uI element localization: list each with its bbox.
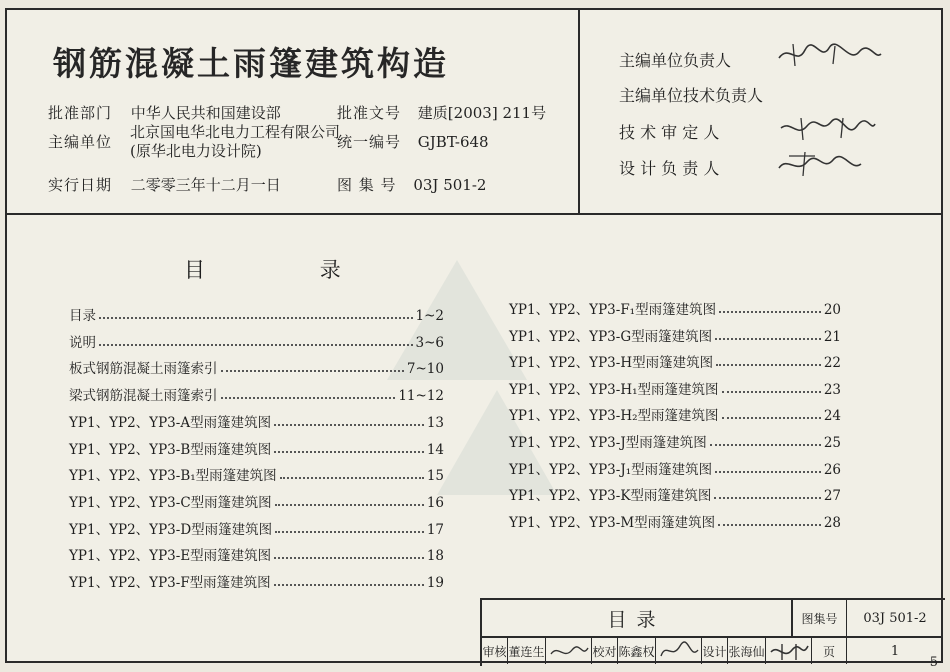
toc-entry-title: YP1、YP2、YP3-J型雨篷建筑图: [509, 435, 707, 451]
toc-entry: [69, 380, 444, 404]
toc-entry: [69, 300, 444, 324]
toc-entry: [69, 487, 444, 511]
review-label: 审核: [482, 638, 508, 664]
toc-entry: [509, 507, 841, 531]
signature-image: [658, 640, 700, 662]
atlas-no-label: 图集号: [793, 600, 847, 638]
toc-entry: [69, 540, 444, 564]
effective-date-value: 二零零三年十二月一日: [130, 176, 281, 194]
unified-no-label: 统一编号: [337, 133, 402, 151]
toc-entry-leader: [280, 477, 424, 479]
toc-entry-title: YP1、YP2、YP3-B型雨篷建筑图: [69, 441, 272, 458]
chief-unit-label: 主编单位: [48, 133, 113, 151]
toc-entry-leader: [221, 370, 404, 372]
toc-entry-leader: [716, 364, 821, 366]
atlas-title: 钢筋混凝土雨篷建筑构造: [53, 44, 449, 83]
toc-entry-leader: [722, 417, 821, 419]
toc-entry-page: 16: [426, 494, 444, 511]
toc-entry-leader: [715, 338, 821, 340]
toc-entry-title: 目录: [69, 308, 96, 324]
toc-entry-leader: [710, 444, 821, 446]
signature-image: [775, 150, 865, 180]
toc-entry-page: 1~2: [415, 308, 444, 324]
toc-entry-page: 18: [426, 548, 444, 565]
design-label: 设计: [702, 638, 728, 664]
responsible-label: 技 术 审 定 人: [619, 123, 720, 142]
toc-entry-title: YP1、YP2、YP3-H型雨篷建筑图: [509, 355, 714, 372]
atlas-no-row: [337, 174, 486, 195]
toc-entry-page: 15: [426, 468, 444, 485]
approval-doc-value: 建质[2003] 211号: [417, 104, 547, 122]
header-block: [7, 10, 943, 215]
toc-entry-title: 梁式钢筋混凝土雨篷索引: [69, 388, 218, 405]
toc-entry-page: 19: [426, 575, 444, 591]
checker-name: 陈鑫权: [618, 638, 656, 664]
toc-entry-title: 说明: [69, 334, 96, 351]
drawing-sheet: [5, 8, 943, 663]
chief-unit-row: [48, 131, 112, 152]
corner-page-number: 5: [929, 655, 938, 670]
reviewer-name: 董连生: [508, 638, 546, 664]
toc-entry: [509, 321, 841, 345]
toc-entry-page: 27: [823, 488, 841, 505]
toc-entry-leader: [275, 531, 424, 533]
toc-entry: [69, 327, 444, 351]
toc-entry-leader: [274, 424, 424, 426]
toc-entry-leader: [99, 344, 413, 346]
reviewer-signature: [546, 638, 592, 664]
toc-entry-title: YP1、YP2、YP3-F型雨篷建筑图: [69, 575, 271, 591]
toc-entry-page: 14: [426, 441, 444, 458]
toc-entry-title: YP1、YP2、YP3-A型雨篷建筑图: [69, 414, 272, 431]
toc-entry-leader: [274, 451, 424, 453]
toc-entry-leader: [274, 557, 424, 559]
toc-entry-title: YP1、YP2、YP3-M型雨篷建筑图: [509, 514, 716, 531]
toc-entry: [509, 374, 841, 398]
header-divider: [578, 10, 580, 213]
toc-entry-page: 13: [426, 414, 444, 431]
sheet-title: 目录: [482, 600, 793, 638]
atlas-no-value: 03J 501-2: [847, 600, 943, 638]
toc-entry: [509, 400, 841, 424]
unified-no-row: [337, 131, 489, 152]
toc-entry-page: 28: [823, 514, 841, 531]
page-label: 页: [812, 638, 847, 664]
toc-entry: [69, 514, 444, 538]
toc-entry-page: 11~12: [398, 388, 444, 405]
toc-entry-page: 23: [823, 381, 841, 398]
toc-entry: [69, 567, 444, 591]
toc-entry-title: YP1、YP2、YP3-J₁型雨篷建筑图: [509, 461, 713, 478]
toc-entry-leader: [221, 397, 396, 399]
toc-heading-char: 目: [184, 258, 205, 282]
toc-entry: [509, 480, 841, 504]
effective-date-row: [48, 174, 281, 195]
toc-entry-title: YP1、YP2、YP3-C型雨篷建筑图: [69, 494, 272, 511]
signature-image: [775, 40, 885, 70]
toc-entry-title: YP1、YP2、YP3-F₁型雨篷建筑图: [509, 302, 717, 318]
chief-unit-value: [130, 123, 340, 161]
atlas-no-label: 图 集 号: [337, 176, 397, 194]
responsible-label: 设 计 负 责 人: [619, 159, 720, 178]
responsible-label: 主编单位负责人: [619, 51, 732, 70]
toc-entry: [69, 460, 444, 484]
toc-entry-leader: [719, 311, 821, 313]
toc-entry: [69, 434, 444, 458]
toc-entry-page: 21: [823, 328, 841, 345]
check-label: 校对: [592, 638, 618, 664]
chief-unit-line-1: 北京国电华北电力工程有限公司: [130, 123, 341, 141]
toc-entry-title: YP1、YP2、YP3-G型雨篷建筑图: [509, 328, 713, 345]
toc-entry-page: 3~6: [415, 334, 444, 351]
toc-entry-page: 24: [823, 408, 841, 425]
chief-unit-line-2: (原华北电力设计院): [130, 142, 262, 160]
unified-no-value: GJBT-648: [417, 133, 489, 151]
signature-image: [768, 640, 810, 662]
approval-doc-label: 批准文号: [337, 104, 402, 122]
responsible-label: 主编单位技术负责人: [619, 86, 764, 105]
signature-image: [548, 640, 590, 662]
toc-entry: [509, 454, 841, 478]
designer-name: 张海仙: [728, 638, 766, 664]
signature-image: [777, 114, 877, 144]
effective-date-label: 实行日期: [48, 176, 113, 194]
approval-doc-row: [337, 102, 546, 123]
toc-entry: [509, 294, 841, 318]
toc-entry-leader: [718, 524, 821, 526]
toc-entry-leader: [714, 497, 820, 499]
checker-signature: [656, 638, 702, 664]
toc-entry: [69, 353, 444, 377]
toc-entry-title: YP1、YP2、YP3-E型雨篷建筑图: [69, 548, 272, 565]
toc-entry-page: 20: [823, 302, 841, 318]
toc-heading: [184, 254, 341, 284]
toc-heading-char: 录: [319, 258, 341, 282]
toc-entry: [509, 427, 841, 451]
toc-entry-leader: [99, 317, 413, 319]
approval-dept-row: [48, 102, 281, 123]
toc-entry-leader: [715, 471, 821, 473]
toc-entry: [509, 347, 841, 371]
toc-entry-title: YP1、YP2、YP3-D型雨篷建筑图: [69, 521, 273, 538]
toc-entry-page: 22: [823, 355, 841, 372]
approval-dept-value: 中华人民共和国建设部: [130, 104, 281, 122]
toc-entry-page: 26: [823, 461, 841, 478]
toc-entry-page: 25: [823, 435, 841, 451]
toc-entry-title: YP1、YP2、YP3-B₁型雨篷建筑图: [69, 468, 277, 485]
toc-entry-title: YP1、YP2、YP3-H₁型雨篷建筑图: [509, 381, 719, 398]
toc-entry-page: 7~10: [406, 361, 444, 378]
approval-dept-label: 批准部门: [48, 104, 113, 122]
toc-entry-title: 板式钢筋混凝土雨篷索引: [69, 361, 218, 378]
toc-entry-page: 17: [426, 521, 444, 538]
toc-entry-title: YP1、YP2、YP3-H₂型雨篷建筑图: [509, 408, 719, 425]
toc-entry-title: YP1、YP2、YP3-K型雨篷建筑图: [509, 488, 712, 505]
toc-entry-leader: [275, 504, 424, 506]
toc-entry-leader: [274, 584, 424, 586]
atlas-no-value: 03J 501-2: [413, 176, 487, 194]
title-block: [480, 598, 945, 666]
designer-signature: [766, 638, 812, 664]
toc-entry: [69, 407, 444, 431]
page-number: 1: [890, 643, 900, 659]
toc-entry-leader: [722, 391, 821, 393]
